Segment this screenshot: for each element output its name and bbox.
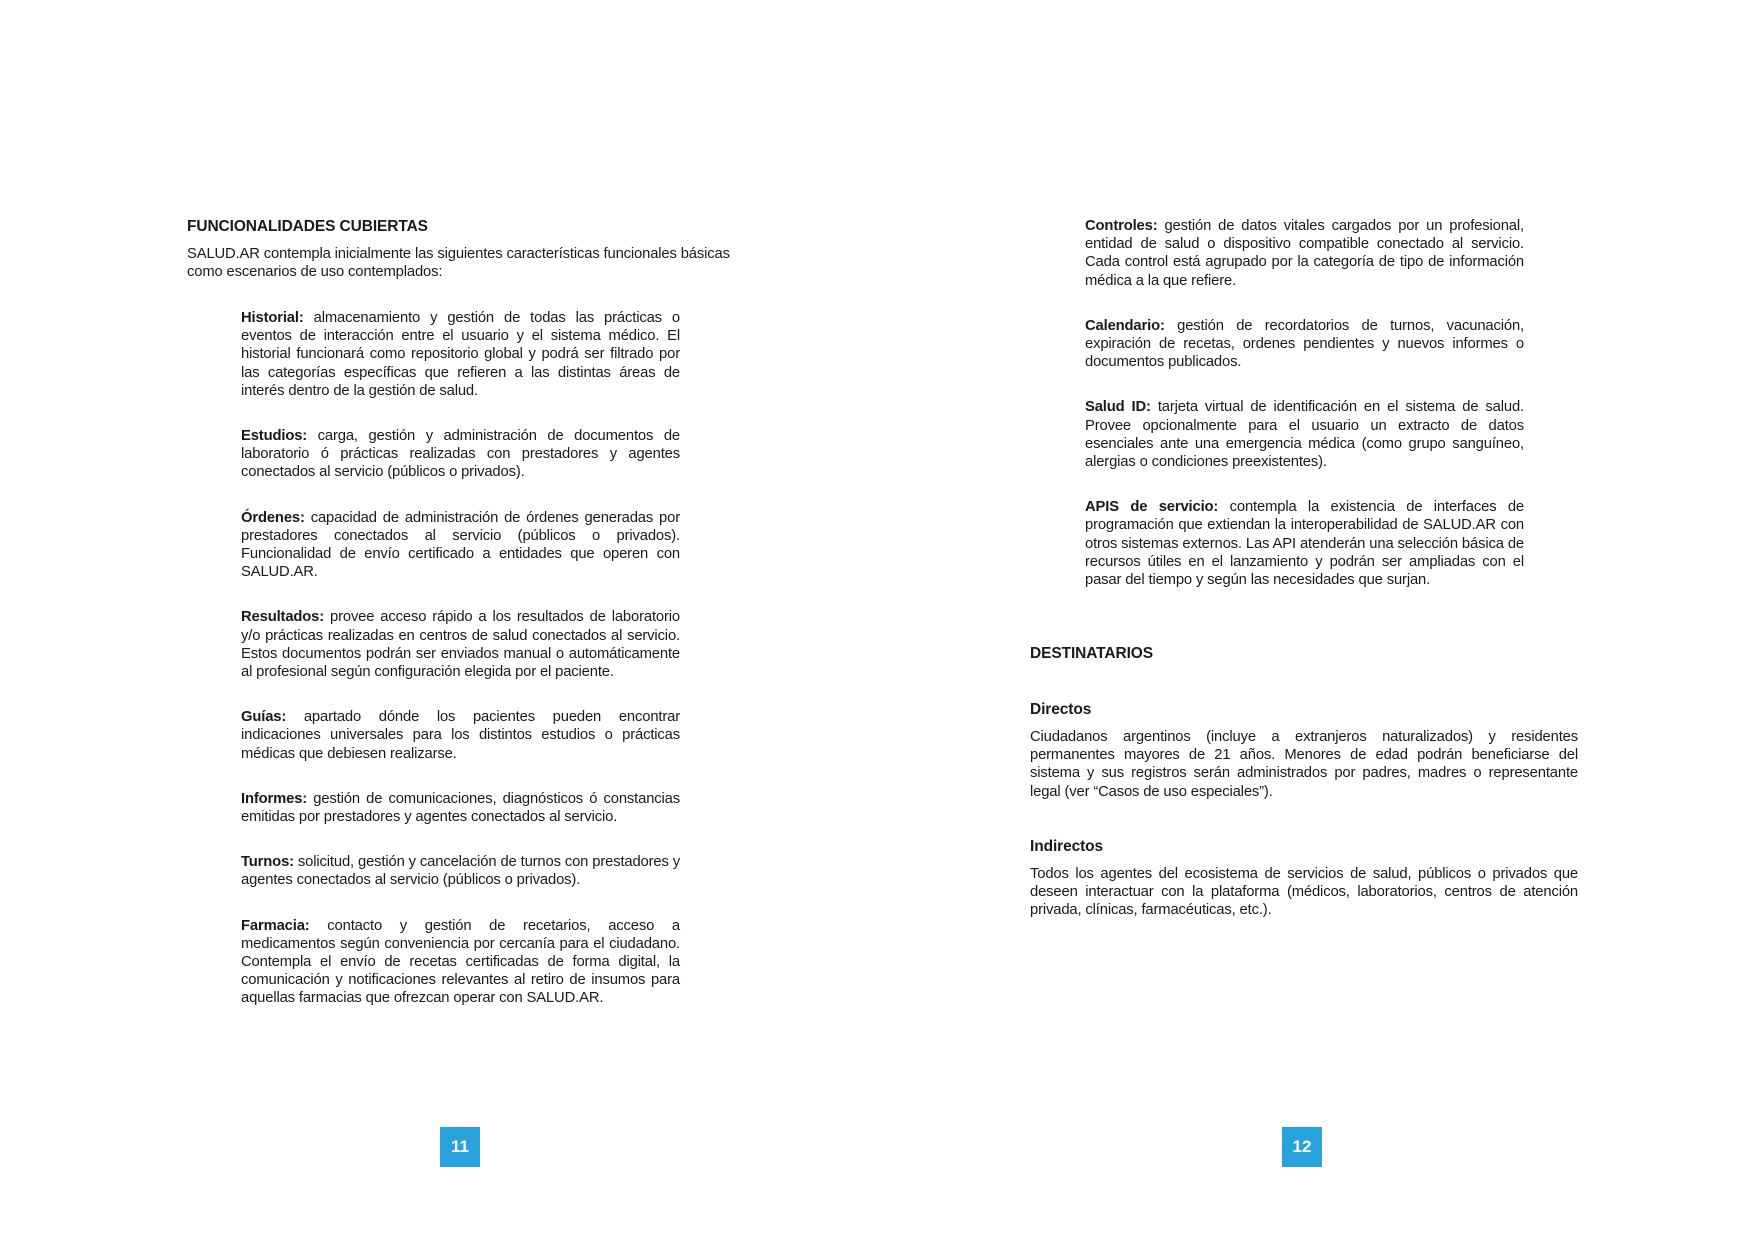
list-item: Calendario: gestión de recordatorios de turnos, vacunación, expiración de recetas, ordenes pendientes y nuevos informes o documentos publicados.: [1085, 317, 1524, 371]
list-item: Órdenes: capacidad de administración de órdenes generadas por prestadores conectados al servicio (públicos o privados). Funcionalidad de envío certificado a entidades que operen con SALUD.AR.: [241, 509, 680, 581]
list-item: Informes: gestión de comunicaciones, diagnósticos ó constancias emitidas por prestadores y agentes conectados al servicio.: [241, 790, 680, 826]
list-item: Estudios: carga, gestión y administración de documentos de laboratorio ó prácticas realizadas con prestadores y agentes conectados al servicio (públicos o privados).: [241, 428, 680, 481]
list-item: Controles: gestión de datos vitales cargados por un profesional, entidad de salud o dispositivo compatible conectado al servicio. Cada control está agrupado por la categoría de tipo de información médica a la que refiere.: [1085, 218, 1524, 289]
feature-list-right: [1085, 217, 1524, 616]
subheading-directos: Directos: [1030, 701, 1092, 718]
list-item: Historial: almacenamiento y gestión de todas las prácticas o eventos de interacción entre el usuario y el sistema médico. El historial funcionará como repositorio global y podrá ser filtrado por las categorías específicas que refieren a las distintas áreas de interés dentro de la gestión de salud.: [241, 310, 680, 399]
list-item: Salud ID: tarjeta virtual de identificación en el sistema de salud. Provee opcionalmente para el usuario un extracto de datos esenciales ante una emergencia médica (como grupo sanguíneo, alergias o condiciones preexistentes).: [1085, 399, 1524, 471]
list-item: APIS de servicio: contempla la existencia de interfaces de programación que extiendan la interoperabilidad de SALUD.AR con otros sistemas externos. Las API atenderán una selección básica de recursos útiles en el lanzamiento y podrán ser ampliadas con el pasar del tiempo y según las necesidades que surjan.: [1085, 499, 1525, 589]
list-item: Turnos: solicitud, gestión y cancelación de turnos con prestadores y agentes conectados al servicio (públicos o privados).: [241, 854, 680, 889]
indirectos-paragraph: Todos los agentes del ecosistema de servicios de salud, públicos o privados que deseen interactuar con la plataforma (médicos, laboratorios, centros de atención privada, clínicas, farmacéuticas, etc.).: [1030, 866, 1578, 919]
section-heading-funcionalidades: FUNCIONALIDADES CUBIERTAS: [187, 218, 428, 235]
intro-paragraph: SALUD.AR contempla inicialmente las siguientes características funcionales básicas como escenarios de uso contemplados:: [187, 246, 730, 281]
directos-paragraph: Ciudadanos argentinos (incluye a extranjeros naturalizados) y residentes permanentes mayores de 21 años. Menores de edad podrán beneficiarse del sistema y sus registros serán administrados por padres, madres o representante legal (ver “Casos de uso especiales”).: [1030, 729, 1578, 800]
section-heading-destinatarios: DESTINATARIOS: [1030, 645, 1153, 662]
subheading-indirectos: Indirectos: [1030, 838, 1104, 855]
page-number-12: 12: [1282, 1127, 1322, 1167]
list-item: Resultados: provee acceso rápido a los resultados de laboratorio y/o prácticas realizadas en centros de salud conectados al servicio. Estos documentos podrán ser enviados manual o automáticamente al profesional según configuración elegida por el paciente.: [241, 609, 680, 681]
left-page: [0, 0, 877, 1240]
list-item: Farmacia: contacto y gestión de recetarios, acceso a medicamentos según conveniencia por cercanía para el ciudadano. Contempla el envío de recetas certificadas de forma digital, la comunicación y notificaciones relevantes al retiro de insumos para aquellas farmacias que ofrezcan operar con SALUD.AR.: [241, 917, 680, 1007]
list-item: Guías: apartado dónde los pacientes pueden encontrar indicaciones universales para los distintos estudios o prácticas médicas que debiesen realizarse.: [241, 709, 680, 762]
feature-list-left: [241, 309, 680, 1035]
right-page: [878, 0, 1755, 1240]
page-number-11: 11: [440, 1127, 480, 1167]
